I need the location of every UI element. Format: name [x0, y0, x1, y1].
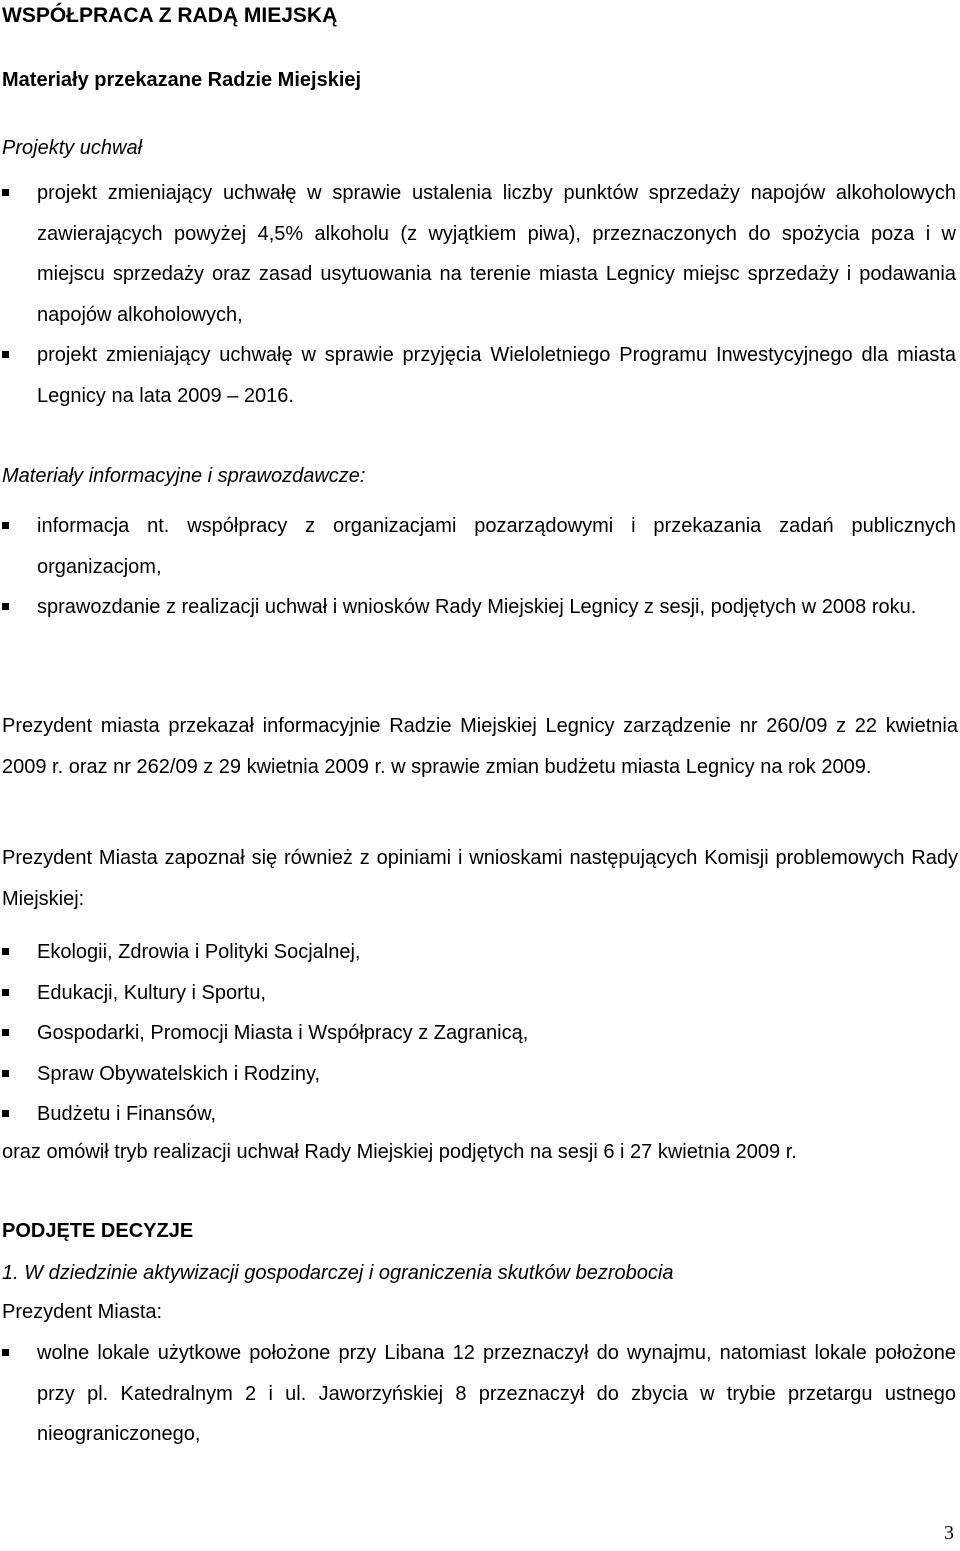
bullet-icon [2, 522, 9, 529]
list-item: Gospodarki, Promocji Miasta i Współpracy z Zagranicą, [0, 1013, 956, 1054]
bullet-icon [2, 1110, 9, 1117]
paragraph-budget-orders: Prezydent miasta przekazał informacyjnie Radzie Miejskiej Legnicy zarządzenie nr 260/09 z 22 kwietnia 2009 r. oraz nr 262/09 z 29 kwietnia 2009 r. w sprawie zmian budżetu miasta Legnicy na rok 2009. [2, 715, 958, 778]
president-label: Prezydent Miasta: [2, 1301, 163, 1323]
info-heading: Materiały informacyjne i sprawozdawcze: [2, 465, 366, 487]
bullet-icon [2, 189, 9, 196]
list-item: Ekologii, Zdrowia i Polityki Socjalnej, [0, 932, 956, 973]
projects-heading: Projekty uchwał [2, 137, 143, 159]
list-item: Spraw Obywatelskich i Rodziny, [0, 1054, 956, 1095]
page-number: 3 [944, 1522, 954, 1544]
bullet-icon [2, 1070, 9, 1077]
bullet-icon [2, 603, 9, 610]
list-item: projekt zmieniający uchwałę w sprawie ustalenia liczby punktów sprzedaży napojów alkoholowych zawierających powyżej 4,5% alkoholu (z wyjątkiem piwa), przeznaczonych do spożycia poza i w miejscu sprzedaży oraz zasad usytuowania na terenie miasta Legnicy miejsc sprzedaży i podawania napojów alkoholowych, [0, 173, 956, 335]
paragraph-commissions: Prezydent Miasta zapoznał się również z opiniami i wnioskami następujących Komisji problemowych Rady Miejskiej: [2, 847, 958, 910]
list-item: projekt zmieniający uchwałę w sprawie przyjęcia Wieloletniego Programu Inwestycyjnego dla miasta Legnicy na lata 2009 – 2016. [0, 335, 956, 416]
bullet-icon [2, 351, 9, 358]
paragraph-sessions: oraz omówił tryb realizacji uchwał Rady Miejskiej podjętych na sesji 6 i 27 kwietnia 2009 r. [2, 1141, 797, 1163]
commissions-list [0, 932, 956, 1135]
list-item: Budżetu i Finansów, [0, 1094, 956, 1135]
decision1-heading: 1. W dziedzinie aktywizacji gospodarczej i ograniczenia skutków bezrobocia [2, 1262, 674, 1284]
list-item: informacja nt. współpracy z organizacjami pozarządowymi i przekazania zadań publicznych organizacjom, [0, 506, 956, 587]
list-item: sprawozdanie z realizacji uchwał i wniosków Rady Miejskiej Legnicy z sesji, podjętych w 2008 roku. [0, 587, 956, 628]
section-heading-materials: Materiały przekazane Radzie Miejskiej [2, 69, 362, 91]
bullet-icon [2, 1349, 9, 1356]
list-item: wolne lokale użytkowe położone przy Libana 12 przeznaczył do wynajmu, natomiast lokale położone przy pl. Katedralnym 2 i ul. Jaworzyńskiej 8 przeznaczył do zbycia w trybie przetargu ustnego nieograniczonego, [0, 1333, 956, 1455]
info-list [0, 506, 956, 628]
bullet-icon [2, 1029, 9, 1036]
bullet-icon [2, 989, 9, 996]
list-item: Edukacji, Kultury i Sportu, [0, 973, 956, 1014]
decisions-heading: PODJĘTE DECYZJE [2, 1220, 194, 1242]
bullet-icon [2, 948, 9, 955]
decision-list [0, 1333, 956, 1455]
projects-list [0, 173, 956, 416]
page-title: WSPÓŁPRACA Z RADĄ MIEJSKĄ [2, 4, 338, 27]
